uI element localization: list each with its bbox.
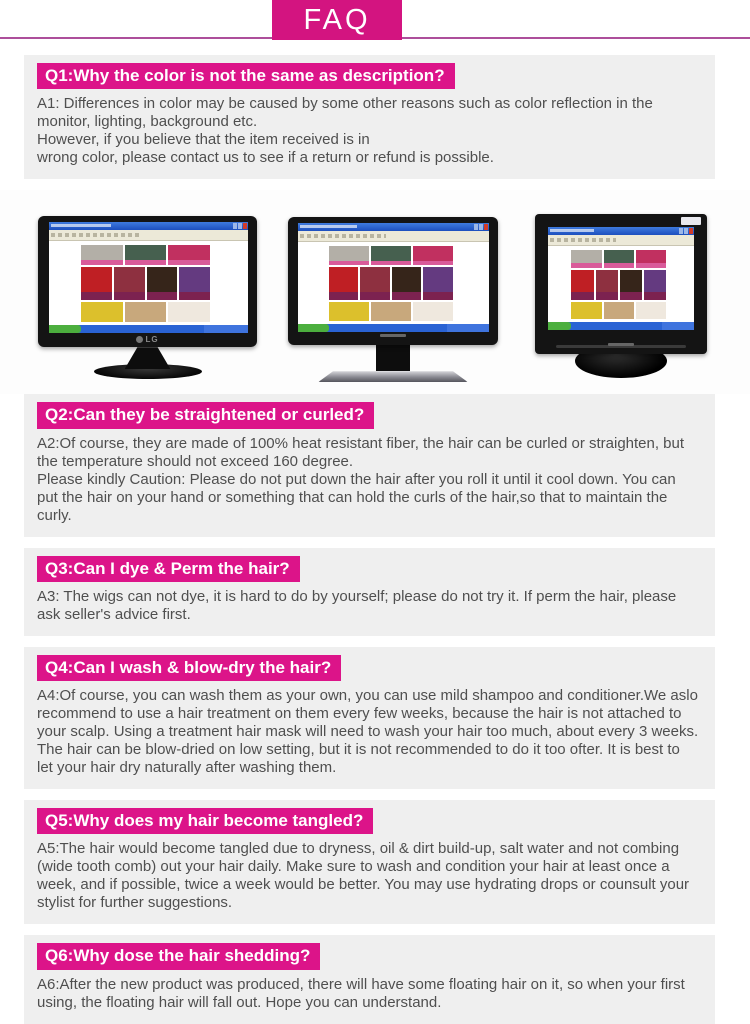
thumbnail-label xyxy=(392,292,422,300)
product-grid-row xyxy=(571,302,666,320)
product-thumbnail xyxy=(125,245,167,265)
thumbnail-label xyxy=(604,263,634,267)
product-thumbnail xyxy=(81,245,123,265)
taskbar xyxy=(298,324,489,332)
maximize-icon xyxy=(479,224,483,230)
product-grid-row xyxy=(81,267,210,300)
start-button xyxy=(548,322,571,330)
answer-text xyxy=(37,435,699,525)
brand-mark xyxy=(380,334,406,337)
thumbnail-label xyxy=(168,260,210,265)
faq-section-q6 xyxy=(24,935,715,1023)
monitor-screen xyxy=(298,223,489,332)
answer-line: However, if you believe that the item received is in xyxy=(37,131,370,149)
product-thumbnail xyxy=(571,270,593,300)
faq-section-q2 xyxy=(24,394,715,536)
thumbnail-label xyxy=(81,292,112,300)
product-grid-row xyxy=(81,245,210,265)
lg-logo xyxy=(136,334,158,346)
faq-section-q3 xyxy=(24,548,715,636)
minimize-icon xyxy=(233,223,237,229)
browser-window-buttons xyxy=(233,223,247,229)
product-grid-row xyxy=(329,246,453,265)
monitor-middle xyxy=(288,217,498,382)
thumbnail-label xyxy=(596,292,618,299)
answer-text xyxy=(37,95,699,167)
product-thumbnail xyxy=(329,246,369,265)
product-thumbnail xyxy=(571,302,601,320)
browser-toolbar xyxy=(548,235,694,246)
browser-titlebar xyxy=(548,227,694,235)
thumbnail-label xyxy=(114,292,145,300)
product-grid-row xyxy=(329,302,453,321)
product-thumbnail xyxy=(168,302,210,322)
monitor-screen xyxy=(49,222,248,333)
maximize-icon xyxy=(684,228,688,234)
monitor-right xyxy=(535,214,707,378)
monitor-brand-logo xyxy=(288,333,498,345)
faq-section-slot-rest xyxy=(0,394,750,1023)
monitor-left xyxy=(38,216,257,379)
faq-section-q1 xyxy=(24,55,715,179)
thumbnail-label xyxy=(636,263,666,267)
product-thumbnail xyxy=(168,245,210,265)
webpage-content xyxy=(298,242,489,324)
minimize-icon xyxy=(474,224,478,230)
question-heading: Q4:Can I wash & blow-dry the hair? xyxy=(37,655,341,681)
monitor-brand-logo xyxy=(535,342,707,354)
thumbnail-label xyxy=(147,292,178,300)
product-thumbnail xyxy=(125,302,167,322)
thumbnail-label xyxy=(571,263,601,267)
answer-line: wrong color, please contact us to see if a return or refund is possible. xyxy=(37,149,494,167)
product-grid xyxy=(81,245,210,321)
answer-line: A4:Of course, you can wash them as your own, you can use mild shampoo and conditioner.We aslo recommend to use a hair treatment on them every few weeks, because the hair is not attached to your scalp. Using a treatment hair mask will need to wash your hair too much, about every 3 weeks. The hair can be blow-dried on low setting, but it is not recommended to do it too ofter. It is best to let your hair dry naturally after washing them. xyxy=(37,687,699,776)
thumbnail-label xyxy=(413,261,453,266)
browser-window-buttons xyxy=(679,228,693,234)
start-button xyxy=(49,325,81,333)
answer-text xyxy=(37,687,699,777)
product-thumbnail xyxy=(147,267,178,300)
page-header xyxy=(0,0,750,40)
product-grid-row xyxy=(571,250,666,268)
product-thumbnail xyxy=(329,267,359,300)
product-thumbnail xyxy=(620,270,642,300)
minimize-icon xyxy=(679,228,683,234)
product-thumbnail xyxy=(371,302,411,321)
monitor-brand-logo xyxy=(38,334,257,348)
browser-title-text xyxy=(550,229,594,232)
webpage-content xyxy=(49,241,248,325)
faq-banner xyxy=(272,0,402,40)
thumbnail-label xyxy=(423,292,453,300)
product-thumbnail xyxy=(360,267,390,300)
product-thumbnail xyxy=(636,250,666,268)
product-thumbnail xyxy=(81,267,112,300)
close-icon xyxy=(689,228,693,234)
question-heading: Q2:Can they be straightened or curled? xyxy=(37,402,374,428)
product-grid xyxy=(329,246,453,321)
thumbnail-label xyxy=(125,260,167,265)
thumbnail-label xyxy=(620,292,642,299)
product-grid xyxy=(571,250,666,319)
monitor-label-sticker xyxy=(681,217,701,225)
answer-line: A6:After the new product was produced, there will have some floating hair on it, so when your first using, the floating hair will fall out. Hope you can understand. xyxy=(37,975,685,1011)
browser-title-text xyxy=(300,225,357,228)
product-thumbnail xyxy=(636,302,666,320)
system-tray xyxy=(662,322,694,330)
product-thumbnail xyxy=(604,302,634,320)
thumbnail-label xyxy=(329,292,359,300)
thumbnail-label xyxy=(329,261,369,266)
answer-line: Please kindly Caution: Please do not put down the hair after you roll it until it cool down. You can put the hair on your hand or something that can hold the curls of the hair,so that to maintain the curly. xyxy=(37,470,676,524)
product-thumbnail xyxy=(371,246,411,265)
monitor-screen xyxy=(548,227,694,330)
product-thumbnail xyxy=(81,302,123,322)
product-grid-row xyxy=(81,302,210,322)
thumbnail-label xyxy=(179,292,210,300)
product-thumbnail xyxy=(423,267,453,300)
close-icon xyxy=(243,223,247,229)
browser-title-text xyxy=(51,224,111,227)
product-thumbnail xyxy=(571,250,601,268)
browser-toolbar xyxy=(298,231,489,242)
browser-titlebar xyxy=(298,223,489,231)
answer-text xyxy=(37,840,699,912)
brand-text: LG xyxy=(145,334,159,344)
browser-window-buttons xyxy=(474,224,488,230)
faq-section-q5 xyxy=(24,800,715,924)
product-thumbnail xyxy=(114,267,145,300)
answer-text xyxy=(37,588,699,624)
product-thumbnail xyxy=(413,246,453,265)
product-thumbnail xyxy=(392,267,422,300)
product-thumbnail xyxy=(413,302,453,321)
question-heading: Q1:Why the color is not the same as description? xyxy=(37,63,455,89)
browser-toolbar xyxy=(49,230,248,241)
answer-line: A3: The wigs can not dye, it is hard to do by yourself; please do not try it. If perm the hair, please ask seller's advice first. xyxy=(37,587,677,623)
lg-logo-dot xyxy=(136,336,143,343)
taskbar xyxy=(49,325,248,333)
product-thumbnail xyxy=(179,267,210,300)
faq-content xyxy=(0,40,750,1024)
system-tray xyxy=(447,324,489,332)
answer-line: A2:Of course, they are made of 100% heat resistant fiber, the hair can be curled or straighten, but the temperature should not exceed 160 degree. xyxy=(37,434,685,470)
thumbnail-label xyxy=(81,260,123,265)
product-grid-row xyxy=(329,267,453,300)
thumbnail-label xyxy=(644,292,666,299)
start-button xyxy=(298,324,329,332)
browser-titlebar xyxy=(49,222,248,230)
maximize-icon xyxy=(238,223,242,229)
answer-line: A1: Differences in color may be caused by some other reasons such as color reflection in the monitor, lighting, background etc. xyxy=(37,95,653,131)
monitor-stand-base xyxy=(318,371,468,382)
system-tray xyxy=(204,325,248,333)
faq-title: FAQ xyxy=(303,3,371,36)
brand-mark xyxy=(608,343,634,346)
product-thumbnail xyxy=(596,270,618,300)
question-heading: Q5:Why does my hair become tangled? xyxy=(37,808,373,834)
monitor-bezel xyxy=(38,216,257,347)
product-thumbnail xyxy=(329,302,369,321)
product-thumbnail xyxy=(644,270,666,300)
thumbnail-label xyxy=(360,292,390,300)
monitor-stand-neck xyxy=(125,347,171,369)
monitor-bezel xyxy=(288,217,498,345)
question-heading: Q6:Why dose the hair shedding? xyxy=(37,943,320,969)
monitor-comparison-image xyxy=(0,190,750,394)
thumbnail-label xyxy=(371,261,411,266)
answer-line: A5:The hair would become tangled due to dryness, oil & dirt build-up, salt water and not combing (wide tooth comb) out your hair daily. Make sure to wash and condition your hair at least once a week, and if possible, twice a week would be better. You may use hydrating drops or counsult your stylist for further suggestions. xyxy=(37,840,690,912)
faq-section-slot-first xyxy=(0,55,750,179)
product-grid-row xyxy=(571,270,666,300)
close-icon xyxy=(484,224,488,230)
webpage-content xyxy=(548,246,694,322)
question-heading: Q3:Can I dye & Perm the hair? xyxy=(37,556,300,582)
answer-text xyxy=(37,976,699,1012)
monitor-bezel xyxy=(535,214,707,354)
monitor-stand-neck xyxy=(376,345,410,371)
faq-section-q4 xyxy=(24,647,715,789)
thumbnail-label xyxy=(571,292,593,299)
taskbar xyxy=(548,322,694,330)
product-thumbnail xyxy=(604,250,634,268)
